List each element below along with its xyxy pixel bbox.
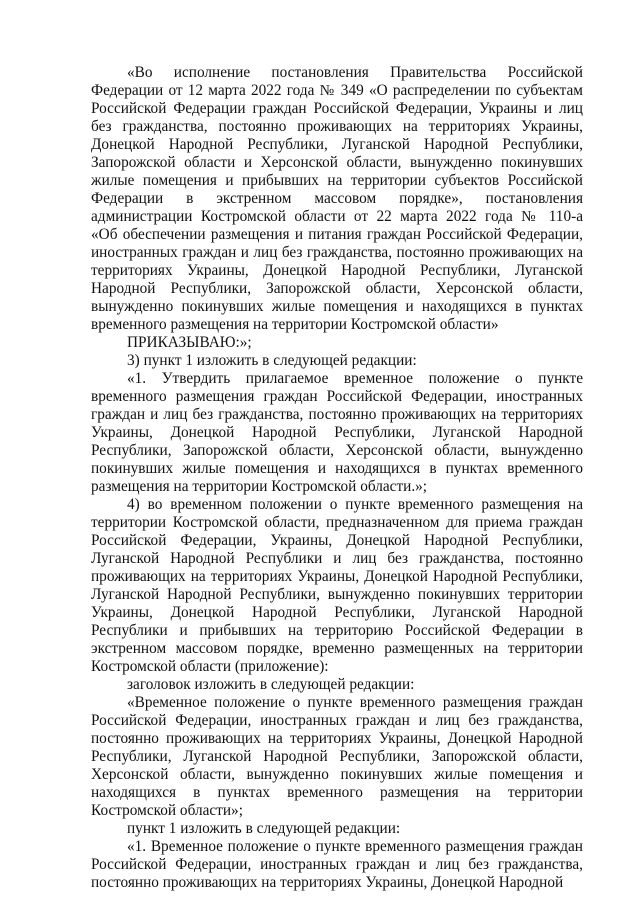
text-line: «Во исполнение постановления Правительства Российской	[127, 64, 583, 81]
text-line: территориях Украины, Донецкой Народной Республики, Луганской	[91, 262, 583, 279]
text-line: без гражданства, постоянно проживающих на территориях Украины,	[91, 118, 583, 135]
text-line: постоянно проживающих на территориях Украины, Донецкой Народной	[91, 730, 583, 747]
text-line: Украины, Донецкой Народной Республики, Луганской Народной	[91, 424, 583, 441]
text-line: «1. Утвердить прилагаемое временное положение о пункте	[127, 370, 583, 387]
text-line: 3) пункт 1 изложить в следующей редакции:	[127, 352, 417, 369]
text-line: Федерации в экстренном массовом порядке», постановления	[91, 190, 583, 207]
text-line: Херсонской области, вынужденно покинувших жилые помещения и	[91, 766, 583, 783]
text-line: администрации Костромской области от 22 марта 2022 года № 110-а	[91, 208, 583, 225]
text-line: временного размещения на территории Костромской области»	[91, 316, 499, 333]
text-line: Республики и прибывших на территорию Российской Федерации в	[91, 622, 583, 639]
text-line: Луганской Народной Республики и лиц без гражданства, постоянно	[91, 550, 583, 567]
document-body	[91, 64, 583, 892]
paragraph-p8	[91, 820, 583, 838]
text-line: Костромской области (приложение):	[91, 658, 329, 675]
text-line: Народной Республики, Запорожской области, Херсонской области,	[91, 280, 583, 297]
text-line: Донецкой Народной Республики, Луганской Народной Республики,	[91, 136, 583, 153]
text-line: Российской Федерации, иностранных граждан и лиц без гражданства,	[91, 856, 583, 873]
text-line: покинувших жилые помещения и находящихся в пунктах временного	[91, 460, 583, 477]
text-line: Запорожской области и Херсонской области, вынужденно покинувших	[91, 154, 583, 171]
text-line: вынужденно покинувших жилые помещения и находящихся в пунктах	[91, 298, 583, 315]
paragraph-p2	[91, 334, 583, 352]
text-line: находящихся в пунктах временного размещения на территории	[91, 784, 583, 801]
text-line: 4) во временном положении о пункте временного размещения на	[127, 496, 583, 513]
text-line: экстренном массовом порядке, временно размещенных на территории	[91, 640, 583, 657]
paragraph-p1	[91, 64, 583, 334]
text-line: временного размещения граждан Российской Федерации, иностранных	[91, 388, 583, 405]
paragraph-p5	[91, 496, 583, 676]
text-line: граждан и лиц без гражданства, постоянно проживающих на территориях	[91, 406, 583, 423]
text-line: Украины, Донецкой Народной Республики, Луганской Народной	[91, 604, 583, 621]
paragraph-p7	[91, 694, 583, 820]
text-line: Российской Федерации, иностранных граждан и лиц без гражданства,	[91, 712, 583, 729]
text-line: территории Костромской области, предназначенном для приема граждан	[91, 514, 583, 531]
text-line: пункт 1 изложить в следующей редакции:	[127, 820, 401, 837]
text-line: Российской Федерации граждан Российской Федерации, Украины и лиц	[91, 100, 583, 117]
text-line: Российской Федерации, Украины, Донецкой Народной Республики,	[91, 532, 583, 549]
text-line: иностранных граждан и лиц без гражданства, постоянно проживающих на	[91, 244, 583, 261]
text-line: постоянно проживающих на территориях Украины, Донецкой Народной	[91, 874, 564, 891]
text-line: Федерации от 12 марта 2022 года № 349 «О распределении по субъектам	[91, 82, 583, 99]
text-line: Республики, Запорожской области, Херсонской области, вынужденно	[91, 442, 583, 459]
paragraph-p4	[91, 370, 583, 496]
text-line: проживающих на территориях Украины, Донецкой Народной Республики,	[91, 568, 583, 585]
text-line: заголовок изложить в следующей редакции:	[127, 676, 415, 693]
text-line: ПРИКАЗЫВАЮ:»;	[127, 334, 252, 351]
paragraph-p3	[91, 352, 583, 370]
paragraph-p6	[91, 676, 583, 694]
text-line: Республики, Луганской Народной Республики, Запорожской области,	[91, 748, 583, 765]
text-line: «Временное положение о пункте временного размещения граждан	[127, 694, 583, 711]
text-line: «Об обеспечении размещения и питания граждан Российской Федерации,	[91, 226, 583, 243]
paragraph-p9	[91, 838, 583, 892]
text-line: размещения на территории Костромской области.»;	[91, 478, 428, 495]
text-line: «1. Временное положение о пункте временного размещения граждан	[127, 838, 583, 855]
text-line: Луганской Народной Республики, вынужденно покинувших территории	[91, 586, 583, 603]
text-line: жилые помещения и прибывших на территории субъектов Российской	[91, 172, 583, 189]
text-line: Костромской области»;	[91, 802, 243, 819]
